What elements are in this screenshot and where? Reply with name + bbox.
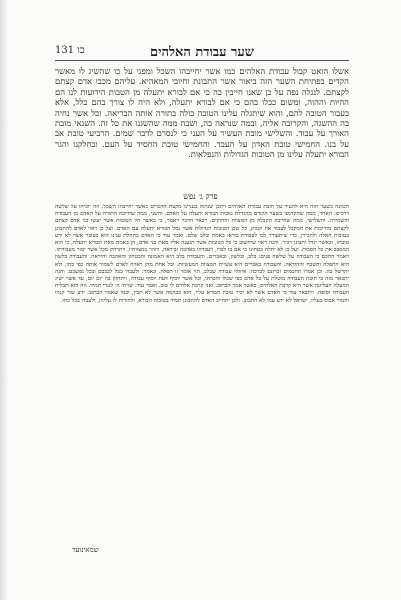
- section-label: פרק ג׳ נפש: [183, 192, 218, 201]
- commentary-block: [55, 204, 349, 540]
- catchword: שמאינוער: [72, 546, 99, 554]
- running-title: שער עבודת האלהים: [149, 45, 254, 60]
- page-number: כו 131: [55, 45, 85, 56]
- commentary-text: הכוונה בשער הזה היא להעיר על חובת עבודת האלהים ויתכן שנרמז בעניינו מקצת הדברים כאשר יחייבהו השכל. וזה יוכיחו על שלשה דרכים: האחד, ממה שהקדמנו בשער הקודם מהגדלת טובות הבורא יתעלה על האדם. והשני, ממה שחייבה התורה על האדם מן העבודה והשמירה. והשלישי, ממה שחייבה הקבלה מן המצוות והחוקים. ויבאר הדבר ויאמר, כי כאשר היו הטובות אשר יעשו בני אדם קצתם לקצתם מחייבות את המקבל לעבוד את הנותן, כל שכן הטובות הגדולות אשר גמל הבורא יתעלה עם האדם. ועל כן ראוי לאדם להתבונן בטובות האלה ולהכירן, כדי שיתעורר לבו לעבודת בוראו באמת ובלב שלם. ואמר עוד כי האדם בתחלת ענינו הוא כעובר אשר לא ידע טובתו, וכאשר יגדל יתבונן ויכיר. והנה ראוי שיחשוב כי כל הטובות אשר תגענה אליו מאת בני אדם, הן באמת מאת הבורא יתעלה, כי הוא המסבב את כל הסבות. ועל כן לא יתלה בטחונו כי אם בו לבדו, ויעבדהו באהבה וביראה, ויזהר במצוותיו, ויתרחק מכל אשר יסור מעבודתו. ויאמר החכם כי העבודה על שלשה פנים: בלב, ובלשון, ובאברים. והעבודה בלב היא האמונה והבטחון והאהבה והיראה. והעבודה בלשון היא התפלה והשבח וההודאה. והעבודה באברים היא עשיית המצוות המעשיות. וכל אחת מהן ראויה לאדם לשמור אותה כפי כחו, ולא יתרשל בה. וכן אמרו החכמים זכרונם לברכה: איזוהי עבודה שבלב, הוי אומר זו תפלה. ונאמר: ולעבדו בכל לבבכם ובכל נפשכם. והנה יתבאר מזה כי חובת העבודה מוטלת על כל אדם כפי שכלו והכרתו, וכל אשר יוסיף דעת יוסיף עבודה, ויתחזק בה יום יום, עד אשר ישיג המעלה העליונה אשר היא קרבת האלהים, כאשר אמר הכתוב: ואני קרבת אלהים לי טוב. ואמר עוד: שויתי ה׳ לנגדי תמיד. וזה הוא תכלית העבודה וסופה. ויתבאר עוד כי האדם אשר לא יכיר טובת הבורא עליו, הוא כבהמה אשר לא תבין, וכמו שאמר הכתוב: ידע שור קנהו וחמור אבוס בעליו, ישראל לא ידע עמי לא התבונן. ולכן יתחייב האדם להתבונן תמיד בטובות הבורא, ולהודות לו עליהן, ולעבדו בכל כחו.: [55, 204, 349, 304]
- page-gutter-shadow: [0, 0, 8, 600]
- main-text-block: אשלו הואט קבול עבודת האלהים כמו אשר יחייבהו השכל ומפני על כו שהשיג לו מאשר הקדים בפתיחת השער הזה ביאור אשר התבונת וחיובי המאהיא. עליהם מכבו אדם קצתם לקצתם. לנגלה נפה על כן שאנו חייבין בה כי אם לבורא יתעלה מן הטבות הידועות לנו הם ההיות וההוה, ומשום ככלו בהם כי אם לבורא יתעלה, ולא היה לו צורך בהם כלל, אלא בעבור הטובה להם, והוא שיתגלה עלינו הטובה כולה בתורה אותה הבריאה. וכל אשר נחיה בה ההשגה, והקרובה אליה, ובמה שנראה בה, ושבה ממה שהשגנו את כל זה. השנאי מובת האורך על עבוד. והשלישי מובת העשיר על העני כי לנסרם לדבר שמים. הרביעי טובת אב על בנו. החמישי טובת האדון על העבד. והחמישי טובת החסיד על העם. ובחלקנו והגר הבורא יתעלה עלינו מן הטובות הגדולות והנפלאות.: [55, 66, 349, 160]
- running-header: [55, 44, 349, 61]
